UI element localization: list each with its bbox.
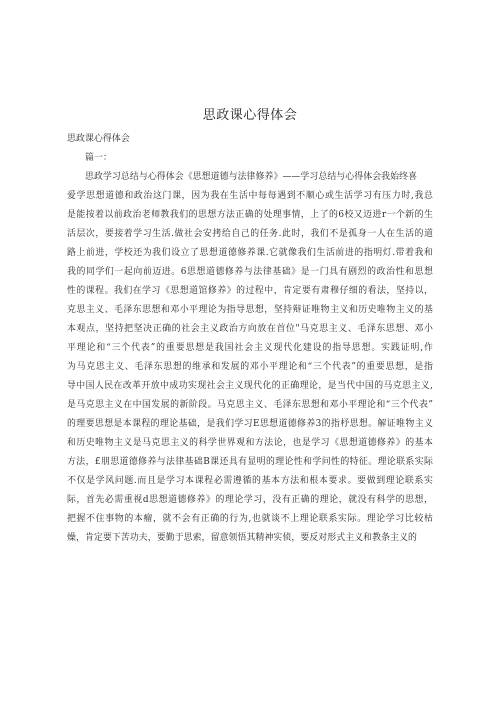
paragraph-line: 际，首先必需重视d思想道德修养》的理论学习，没有正确的理论，就没有科学的思想， <box>67 495 433 505</box>
paragraph-line: 燥，肯定要下苦功夫，要勤于思索，留意领悟其精神实侦，要反对形式主义和教条主义的 <box>67 533 418 543</box>
paragraph-line: 是能按着以前政治老师教我们的思想方法正确的处理事情，上了的6校又迈进r一个新的生 <box>67 210 433 220</box>
document-subtitle: 思政课心得体会 <box>67 134 130 144</box>
paragraph-line: 思政学习总结与心得体会《思想道德与法律修养》——学习总结与心得体会我始终喜 <box>85 172 418 182</box>
section-heading: 篇一： <box>85 153 112 163</box>
paragraph-line: 爱学思想道德和政治这门课，因为我在生活中每每遇到不顺心或生活学习有压力时,我总 <box>67 191 433 201</box>
paragraph-line: 本观点，坚持把坚决正确的社会主义政治方向放在首位"马克思主义、毛泽东思想、邓小 <box>67 324 433 334</box>
document-title: 思政课心得体会 <box>202 108 298 123</box>
body-paragraph <box>67 168 433 548</box>
paragraph-line: 的理要思想是本课程的理论基础，是我们学习E思想道德修养3的指杼思想。解证唯物主义 <box>67 419 433 429</box>
paragraph-line: 性的课程。我们在学习《思想道馆修养》的过程中，肯定要有肃穆仔细的看法，坚持以， <box>67 286 433 296</box>
paragraph-line: 导中国人民在改革开放中成功实现社会主义现代化的正确理论，是当代中国的马克思主义, <box>67 381 433 391</box>
paragraph-line: 和历史唯物主义是马克思主义的科学世界观和方法论，也是学习《思想道德修养》的基本 <box>67 438 433 448</box>
document-body <box>67 130 433 548</box>
paragraph-line: 我的同学们一起向前迈进。6思想道德修养与法律基础》是一门具有剧烈的政治性和思想 <box>67 267 433 277</box>
paragraph-line: 不仅是学风问题.而且是学习本课程必需遵循的基本方法和根本要求。要做到理论联系实 <box>67 476 433 486</box>
paragraph-line: 路上前进，学校还为我们设立了思想道德修养课.它就像我们生活前进的指明灯.带着我和 <box>67 248 433 258</box>
paragraph-line: 活层次，要接着学习生活.做社会安拷给自己的任务.此时，我们不是孤身一人在生活的道 <box>67 229 433 239</box>
paragraph-line: 是马克思主义在中国发展的新阶段。马克思主义、毛泽东思想和邓小平理论和“三个代表” <box>67 400 433 410</box>
paragraph-line: 把握不住事物的本瘤，就不会有正确的行为,也就谈不上理论联系实际。理论学习比较枯 <box>67 514 433 524</box>
paragraph-line: 方法，£朋思道德修养与法律基础B课还具有显明的理论性和学问性的特征。理论联系实际 <box>67 457 433 467</box>
paragraph-line: 平理论和“三个代表”的重要思想是我国社会主义现代化建设的指导思想。实践证明,作 <box>67 343 433 353</box>
paragraph-line: 克思主义、毛泽东思想和邓小平理论为指导思想，坚持辩证唯物主义和历史唯物主义的基 <box>67 305 433 315</box>
paragraph-line: 为马克思主义、毛泽东思想的维承和发展的邓小平理论和“三个代表”的重要思想，是指 <box>67 362 433 372</box>
